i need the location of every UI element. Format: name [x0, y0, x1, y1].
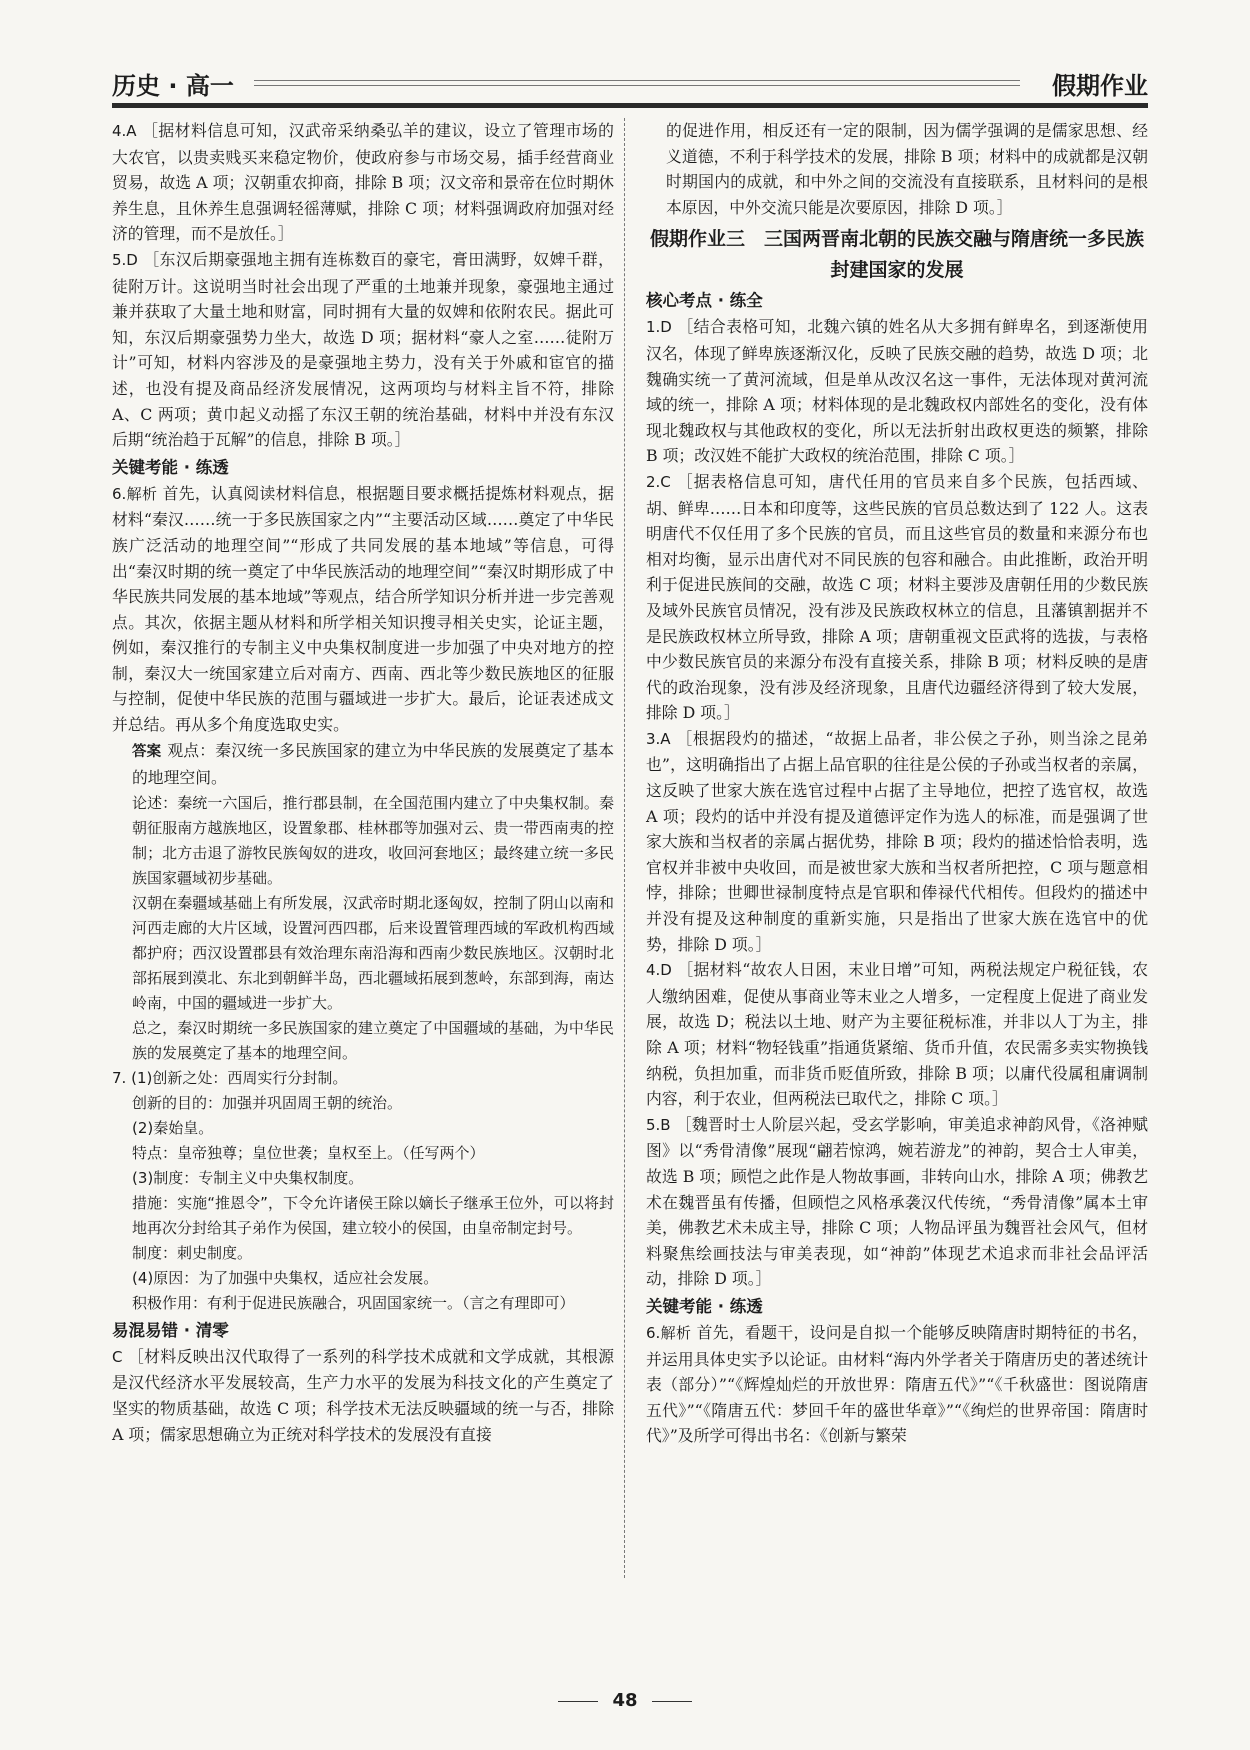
page-number-dash-left: [558, 1701, 598, 1702]
item-text: 特点：皇帝独尊；皇位世袭；皇权至上。（任写两个）: [132, 1143, 485, 1162]
item-text: ［据材料“故农人日困，末业日增”可知，两税法规定户税征钱，农人缴纳困难，促使从事商业等末业之人增多，一定程度上促进了商业发展，故选 D；税法以土地、财产为主要征税标准，并非以人丁为主，排除 A 项；材料“物轻钱重”指通货紧缩、货币升值，农民需多卖实物换钱纳税，负担加重，而非货币贬值所致，排除 B 项；以庸代役属租庸调制内容，利于农业，但两税法已取代之，排除 C 项。］: [646, 960, 1148, 1109]
item-text: 总之，秦汉时期统一多民族国家的建立奠定了中国疆域的基础，为中华民族的发展奠定了基本的地理空间。: [132, 1018, 614, 1062]
item-number: 3.A: [646, 729, 671, 748]
item-text: ［东汉后期豪强地主拥有连栋数百的豪宅，膏田满野，奴婢千群，徒附万计。这说明当时社会出现了严重的土地兼并现象，豪强地主通过兼并获取了大量土地和财富，同时拥有大量的奴婢和依附农民。据此可知，东汉后期豪强势力坐大，故选 D 项；据材料“豪人之室……徒附万计”可知，材料内容涉及的是豪强地主势力，没有关于外戚和宦官的描述，也没有提及商品经济发展情况，这两项均与材料主旨不符，排除 A、C 两项；黄巾起义动摇了东汉王朝的统治基础，材料中并没有东汉后期“统治趋于瓦解”的信息，排除 B 项。］: [112, 249, 614, 450]
item-text: ［魏晋时士人阶层兴起，受玄学影响，审美追求神韵风骨，《洛神赋图》以“秀骨清像”展现“翩若惊鸿，婉若游龙”的神韵，契合士人审美，故选 B 项；顾恺之此作是人物故事画，非转向山水，排除 A 项；佛教艺术在魏晋虽有传播，但顾恺之风格承袭汉代传统，“秀骨清像”属本土审美，佛教艺术未成主导，排除 C 项；人物品评虽为魏晋社会风气，但材料聚焦绘画技法与审美表现，如“神韵”体现艺术追求而非社会品评活动，排除 D 项。］: [646, 1114, 1148, 1289]
header-thick-rule: [112, 103, 1148, 108]
item-text: (1)创新之处：西周实行分封制。: [131, 1068, 348, 1087]
answer-item: [112, 1166, 614, 1191]
answer-item: [112, 118, 614, 247]
item-text: 积极作用：有利于促进民族融合，巩固国家统一。（言之有理即可）: [132, 1293, 575, 1312]
answer-block: [112, 738, 614, 791]
item-text: (4)原因：为了加强中央集权，适应社会发展。: [132, 1268, 439, 1287]
answer-item: [646, 118, 1148, 220]
item-text: ［结合表格可知，北魏六镇的姓名从大多拥有鲜卑名，到逐渐使用汉名，体现了鲜卑族逐渐汉化，反映了民族交融的趋势，故选 D 项；北魏确实统一了黄河流域，但是单从改汉名这一事件，无法体现对黄河流域的统一，排除 A 项；材料体现的是北魏政权内部姓名的变化，没有体现北魏政权与其他政权的变化，所以无法折射出政权更迭的频繁，排除 B 项；改汉姓不能扩大政权的统治范围，排除 C 项。］: [646, 317, 1148, 466]
item-text: (3)制度：专制主义中央集权制度。: [132, 1168, 364, 1187]
section-heading: 核心考点 · 练全: [646, 291, 763, 311]
item-text: ［材料反映出汉代取得了一系列的科学技术成就和文学成就，其根源是汉代经济水平发展较高，生产力水平的发展为科技文化的产生奠定了坚实的物质基础，故选 C 项；科学技术无法反映疆域的统一与否，排除 A 项；儒家思想确立为正统对科学技术的发展没有直接: [112, 1346, 614, 1444]
item-text: ［据材料信息可知，汉武帝采纳桑弘羊的建议，设立了管理市场的大农官，以贵卖贱买来稳定物价，使政府参与市场交易，插手经营商业贸易，故选 A 项；汉朝重农抑商，排除 B 项；汉文帝和景帝在位时期休养生息，且休养生息强调轻徭薄赋，排除 C 项；材料强调政府加强对经济的管理，而不是放任。］: [112, 121, 614, 244]
item-text: 论述：秦统一六国后，推行郡县制，在全国范围内建立了中央集权制。秦朝征服南方越族地区，设置象郡、桂林郡等加强对云、贵一带西南夷的控制；北方击退了游牧民族匈奴的进攻，收回河套地区；最终建立统一多民族国家疆域初步基础。: [132, 793, 614, 887]
item-text: 首先，认真阅读材料信息，根据题目要求概括提炼材料观点，据材料“秦汉……统一于多民族国家之内”“主要活动区域……奠定了中华民族广泛活动的地理空间”“形成了共同发展的基本地域”等信息，可得出“秦汉时期的统一奠定了中华民族活动的地理空间”“秦汉时期形成了中华民族共同发展的基本地域”等观点，结合所学知识分析并进一步完善观点。其次，依据主题从材料和所学相关知识搜寻相关史实，论证主题，例如，秦汉推行的专制主义中央集权制度进一步加强了中央对地方的控制，秦汉大一统国家建立后对南方、西南、西北等少数民族地区的征服与控制，促使中华民族的范围与疆域进一步扩大。最后，论证表述成文并总结。再从多个角度选取史实。: [112, 483, 614, 735]
item-number: 2.C: [646, 472, 671, 491]
item-number: 4.D: [646, 961, 672, 980]
answer-item: [112, 1191, 614, 1241]
answer-item: [646, 1112, 1148, 1292]
answer-item: [112, 247, 614, 453]
item-text: 创新的目的：加强并巩固周王朝的统治。: [132, 1093, 403, 1112]
item-number: 1.D: [646, 318, 672, 337]
section-heading: 关键考能 · 练透: [112, 457, 229, 477]
item-text: (2)秦始皇。: [132, 1118, 214, 1137]
page-number-dash-right: [652, 1701, 692, 1702]
item-text: 的促进作用，相反还有一定的限制，因为儒学强调的是儒家思想、经义道德，不利于科学技术的发展，排除 B 项；材料中的成就都是汉朝时期国内的成就，和中外之间的交流没有直接联系，且材料问的是根本原因，中外交流只能是次要原因，排除 D 项。］: [666, 121, 1148, 217]
assignment-title: 假期作业三 三国两晋南北朝的民族交融与隋唐统一多民族封建国家的发展: [649, 228, 1144, 282]
section-heading: 关键考能 · 练透: [646, 1296, 763, 1316]
right-column: [646, 118, 1148, 1449]
item-text: ［据表格信息可知，唐代任用的官员来自多个民族，包括西域、胡、鲜卑……日本和印度等，这些民族的官员总数达到了 122 人。这表明唐代不仅任用了多个民族的官员，而且这些官员的数量和来源分布也相对均衡，显示出唐代对不同民族的包容和融合。由此推断，政治开明利于促进民族间的交融，故选 C 项；材料主要涉及唐朝任用的少数民族及域外民族官员情况，没有涉及民族政权林立的信息，且藩镇割据并不是民族政权林立所导致，排除 A 项；唐朝重视文臣武将的选拔，与表格中少数民族官员的来源分布没有直接关系，排除 B 项；材料反映的是唐代的政治现象，没有涉及经济现象，且唐代边疆经济得到了较大发展，排除 D 项。］: [646, 471, 1148, 723]
answer-item: [112, 1141, 614, 1166]
item-text: 制度：刺史制度。: [132, 1243, 253, 1262]
homework-type-title: 假期作业: [1052, 72, 1148, 100]
answer-item: [112, 1291, 614, 1316]
answer-item: [646, 469, 1148, 726]
answer-item: [112, 1241, 614, 1266]
answer-item: [112, 481, 614, 738]
answer-item: [112, 891, 614, 1016]
answer-label: 答案: [132, 743, 162, 760]
page-number-value: 48: [612, 1690, 638, 1711]
answer-item: [646, 314, 1148, 469]
item-text: 措施：实施“推恩令”，下令允许诸侯王除以嫡长子继承王位外，可以将封地再次分封给其子弟作为侯国，建立较小的侯国，由皇帝制定封号。: [132, 1193, 614, 1237]
answer-item: [112, 1091, 614, 1116]
item-number: 6.解析: [112, 484, 158, 503]
page-header: [112, 64, 1148, 104]
answer-item: [112, 1066, 614, 1091]
subject-title: 历史 · 高一: [112, 72, 234, 100]
item-number: 5.D: [112, 250, 138, 269]
answer-item: [112, 791, 614, 891]
answer-item: [646, 1320, 1148, 1449]
item-number: C: [112, 1347, 123, 1366]
item-text: 汉朝在秦疆域基础上有所发展，汉武帝时期北逐匈奴，控制了阴山以南和河西走廊的大片区域，设置河西四郡，后来设置管理西域的军政机构西域都护府；西汉设置郡县有效治理东南沿海和西南少数民族地区。汉朝时北部拓展到漠北、东北到朝鲜半岛，西北疆域拓展到葱岭，东部到海，南达岭南，中国的疆域进一步扩大。: [132, 893, 614, 1012]
answer-item: [112, 1016, 614, 1066]
answer-item: [646, 726, 1148, 957]
page-number: [0, 1690, 1250, 1711]
answer-item: [646, 957, 1148, 1112]
item-number: 5.B: [646, 1115, 671, 1134]
item-text: ［根据段灼的描述，“故据上品者，非公侯之子孙，则当涂之昆弟也”，这明确指出了占据上品官职的往往是公侯的子孙或当权者的亲属，这反映了世家大族在选官过程中占据了主导地位，把控了选官权，故选 A 项；段灼的话中并没有提及道德评定作为选人的标准，而是强调了世家大族和当权者的亲属占据优势，排除 B 项；段灼的描述恰恰表明，选官权并非被中央收回，而是被世家大族和当权者所把控，C 项与题意相悖，排除；世卿世禄制度特点是官职和俸禄代代相传。但段灼的描述中并没有提及这种制度的重新实施，只是指出了世家大族在选官中的优势，排除 D 项。］: [646, 728, 1148, 954]
item-text: 首先，看题干，设问是自拟一个能够反映隋唐时期特征的书名，并运用具体史实予以论证。由材料“海内外学者关于隋唐历史的著述统计表（部分）”“《辉煌灿烂的开放世界：隋唐五代》”“《千秋盛世：图说隋唐五代》”“《隋唐五代：梦回千年的盛世华章》”“《绚烂的世界帝国：隋唐时代》”及所学可得出书名：《创新与繁荣: [646, 1322, 1148, 1446]
column-divider: [624, 118, 625, 1578]
answer-item: [112, 1266, 614, 1291]
answer-item: [112, 1116, 614, 1141]
header-double-rule: [254, 80, 1020, 86]
left-column: [112, 118, 614, 1447]
item-number: 7.: [112, 1068, 127, 1087]
answer-item: [112, 1344, 614, 1447]
section-heading: 易混易错 · 清零: [112, 1320, 229, 1340]
item-number: 6.解析: [646, 1323, 692, 1342]
item-number: 4.A: [112, 122, 137, 140]
item-text: 观点：秦汉统一多民族国家的建立为中华民族的发展奠定了基本的地理空间。: [132, 740, 614, 788]
